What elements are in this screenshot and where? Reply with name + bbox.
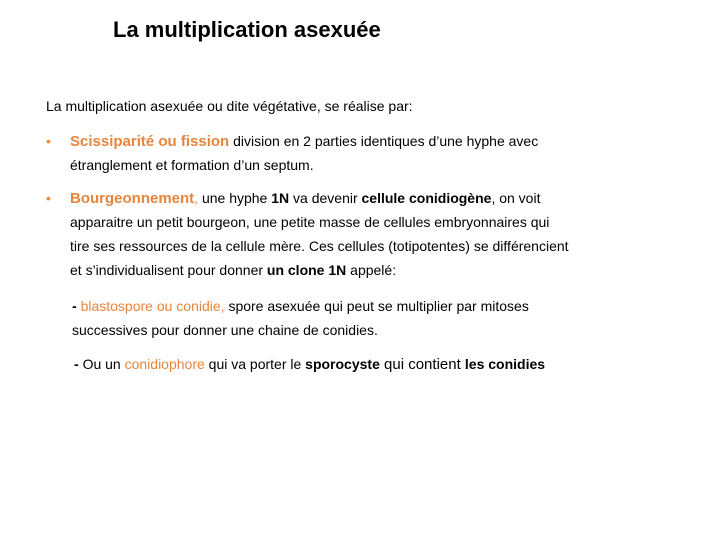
bullet-line: étranglement et formation d’un septum.: [70, 157, 314, 173]
sub-item-blastospore: [72, 294, 529, 318]
text-segment: 1N: [271, 190, 290, 206]
dash-marker: -: [72, 298, 81, 314]
bullet-line: [70, 186, 540, 211]
term-scissiparite: Scissiparité ou fission: [70, 133, 230, 150]
term-blastospore: blastospore ou conidie,: [80, 298, 225, 314]
intro-text: La multiplication asexuée ou dite végétative, se réalise par:: [46, 98, 413, 114]
text-segment: spore asexuée qui peut se multiplier par mitoses: [224, 298, 529, 314]
bullet-line: [70, 258, 396, 282]
bullet-line: tire ses ressources de la cellule mère. Ces cellules (totipotentes) se différencient: [70, 238, 569, 254]
text-segment: , on voit: [491, 190, 541, 206]
page-title: La multiplication asexuée: [113, 17, 381, 42]
text-segment: qui contient: [379, 356, 465, 373]
term-conidiophore: conidiophore: [124, 356, 205, 372]
text-segment: Ou un: [82, 356, 125, 372]
sub-item-line: successives pour donner une chaine de conidies.: [72, 322, 378, 338]
bullet-line: [70, 129, 538, 154]
dash-marker: -: [74, 356, 83, 372]
text-segment: un clone 1N: [266, 262, 347, 278]
text-segment: appelé:: [346, 262, 397, 278]
text-segment: ,: [194, 190, 199, 206]
text-segment: et s’individualisent pour donner: [70, 262, 267, 278]
text-segment: division en 2 parties identiques d’une hyphe avec: [229, 133, 539, 149]
text-segment: cellule conidiogène: [361, 190, 492, 206]
term-bourgeonnement: Bourgeonnement: [70, 190, 195, 207]
bullet-line: apparaitre un petit bourgeon, une petite masse de cellules embryonnaires qui: [70, 214, 550, 230]
bullet-dot-icon: •: [46, 190, 51, 206]
text-segment: une hyphe: [198, 190, 272, 206]
text-segment: les conidies: [464, 356, 546, 372]
text-segment: qui va porter le: [204, 356, 306, 372]
text-segment: va devenir: [289, 190, 362, 206]
bullet-dot-icon: •: [46, 133, 51, 149]
sub-item-conidiophore: [74, 352, 545, 377]
text-segment: sporocyste: [305, 356, 380, 372]
